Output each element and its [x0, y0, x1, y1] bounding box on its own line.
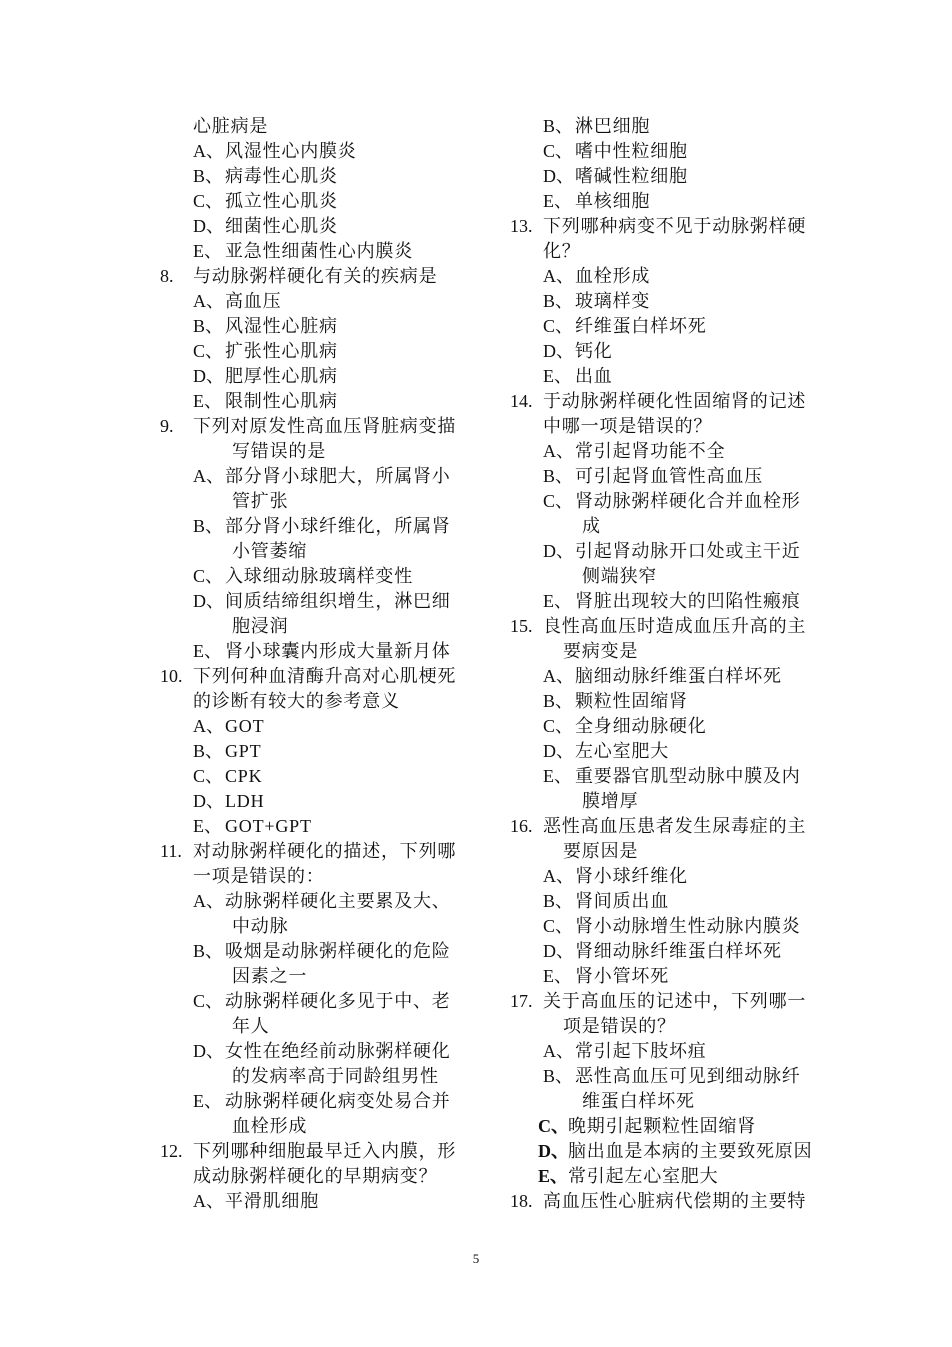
- option-label: E、: [193, 641, 222, 661]
- question-line: [510, 989, 850, 1014]
- option-label: B、: [193, 941, 224, 961]
- option-label: E、: [543, 191, 572, 211]
- option-label: A、: [193, 141, 224, 161]
- option-label: D、: [543, 541, 574, 561]
- option-label: D、: [193, 591, 224, 611]
- question-stem: 高血压性心脏病代偿期的主要特: [543, 1191, 807, 1211]
- option-text: 淋巴细胞: [575, 116, 651, 136]
- option-label: A、: [543, 266, 574, 286]
- option-label: C、: [543, 141, 574, 161]
- option-line: [510, 964, 850, 989]
- option-label: B、: [543, 291, 574, 311]
- option-text-continued: 小管萎缩: [232, 541, 308, 561]
- option-label: A、: [193, 1191, 224, 1211]
- option-line: [160, 1189, 490, 1214]
- option-text-continued: 血栓形成: [232, 1116, 308, 1136]
- option-text: 重要器官肌型动脉中膜及内: [575, 766, 801, 786]
- option-line: [160, 364, 490, 389]
- option-text-continued: 管扩张: [232, 491, 289, 511]
- option-text: 脑细动脉纤维蛋白样坏死: [575, 666, 782, 686]
- question-stem-continued: 成动脉粥样硬化的早期病变？: [193, 1166, 438, 1186]
- option-line: [510, 689, 850, 714]
- question-number: 8.: [160, 266, 174, 286]
- option-text-continued: 的发病率高于同龄组男性: [232, 1066, 439, 1086]
- question-line: [510, 614, 850, 639]
- option-text: 常引起下肢坏疽: [575, 1041, 707, 1061]
- option-text: 嗜中性粒细胞: [575, 141, 688, 161]
- option-line: [510, 889, 850, 914]
- option-label: C、: [543, 491, 574, 511]
- question-number: 12.: [160, 1141, 183, 1161]
- option-text: 肥厚性心肌病: [225, 366, 338, 386]
- option-line: [510, 364, 850, 389]
- option-label: D、: [193, 791, 224, 811]
- option-text-continued: 成: [582, 516, 601, 536]
- option-label: E、: [193, 1091, 222, 1111]
- question-number: 14.: [510, 391, 533, 411]
- option-line: [510, 339, 850, 364]
- question-number: 11.: [160, 841, 182, 861]
- option-line: [160, 639, 490, 664]
- option-label: E、: [193, 241, 222, 261]
- option-text: 病毒性心肌炎: [225, 166, 338, 186]
- option-text: 单核细胞: [575, 191, 651, 211]
- option-label: B、: [543, 1066, 574, 1086]
- option-text: 风湿性心内膜炎: [225, 141, 357, 161]
- option-label: A、: [543, 1041, 574, 1061]
- question-block: [160, 1139, 490, 1214]
- option-line: [510, 664, 850, 689]
- question-stem: 下列何种血清酶升高对心肌梗死: [193, 666, 457, 686]
- option-text: 动脉粥样硬化主要累及大、: [225, 891, 451, 911]
- option-label: D、: [543, 941, 574, 961]
- option-line: [160, 714, 490, 739]
- question-line: [160, 264, 490, 289]
- option-text: 嗜碱性粒细胞: [575, 166, 688, 186]
- question-stem: 对动脉粥样硬化的描述，下列哪: [193, 841, 457, 861]
- option-line: [510, 114, 850, 139]
- option-text-continued: 胞浸润: [232, 616, 289, 636]
- question-number: 18.: [510, 1191, 533, 1211]
- option-line: [510, 139, 850, 164]
- option-text: 女性在绝经前动脉粥样硬化: [225, 1041, 451, 1061]
- option-text: 全身细动脉硬化: [575, 716, 707, 736]
- question-number: 10.: [160, 666, 183, 686]
- option-text: 扩张性心肌病: [225, 341, 338, 361]
- option-line: [160, 239, 490, 264]
- option-line: [160, 989, 490, 1014]
- option-line: [160, 889, 490, 914]
- option-text: 左心室肥大: [575, 741, 669, 761]
- option-line: [160, 389, 490, 414]
- option-label: D、: [193, 366, 224, 386]
- option-line: [160, 464, 490, 489]
- option-text: 出血: [575, 366, 613, 386]
- option-line: [160, 314, 490, 339]
- option-text: 可引起肾血管性高血压: [575, 466, 763, 486]
- option-label: D、: [543, 341, 574, 361]
- question-line: [160, 1139, 490, 1164]
- question-stem: 关于高血压的记述中，下列哪一: [543, 991, 807, 1011]
- question-stem: 与动脉粥样硬化有关的疾病是: [193, 266, 438, 286]
- option-label: D、: [193, 1041, 224, 1061]
- option-label: D、: [538, 1141, 569, 1161]
- option-text-continued: 因素之一: [232, 966, 308, 986]
- question-number: 13.: [510, 216, 533, 236]
- option-text-continued: 侧端狭窄: [582, 566, 658, 586]
- option-line: [160, 764, 490, 789]
- question-block: [160, 839, 490, 1139]
- option-label: E、: [193, 391, 222, 411]
- option-label: D、: [543, 741, 574, 761]
- question-stem-continued: 要原因是: [563, 841, 639, 861]
- option-label: B、: [543, 891, 574, 911]
- option-line: [510, 1164, 850, 1189]
- option-text: 动脉粥样硬化病变处易合并: [225, 1091, 451, 1111]
- question-stem: 恶性高血压患者发生尿毒症的主: [543, 816, 807, 836]
- option-line: [510, 264, 850, 289]
- option-text: 肾小球囊内形成大量新月体: [225, 641, 451, 661]
- option-text: 孤立性心肌炎: [225, 191, 338, 211]
- option-text: 肾脏出现较大的凹陷性瘢痕: [575, 591, 801, 611]
- option-label: B、: [193, 316, 224, 336]
- question-stem: 下列对原发性高血压肾脏病变描: [193, 416, 457, 436]
- option-label: B、: [543, 116, 574, 136]
- option-text: GOT: [225, 716, 265, 736]
- question-stem-continued: 化？: [543, 241, 581, 261]
- option-text: 部分肾小球肥大，所属肾小: [225, 466, 451, 486]
- option-line: [510, 464, 850, 489]
- question-line: [160, 414, 490, 439]
- option-line: [510, 589, 850, 614]
- option-label: C、: [193, 991, 224, 1011]
- option-label: D、: [543, 166, 574, 186]
- option-line: [510, 764, 850, 789]
- option-text: 晚期引起颗粒性固缩肾: [568, 1116, 756, 1136]
- option-label: A、: [193, 466, 224, 486]
- option-label: A、: [543, 866, 574, 886]
- option-text: 平滑肌细胞: [225, 1191, 319, 1211]
- question-line: [510, 389, 850, 414]
- option-text: 钙化: [575, 341, 613, 361]
- page-number: 5: [472, 1251, 480, 1266]
- option-text: 恶性高血压可见到细动脉纤: [575, 1066, 801, 1086]
- question-line: [510, 1189, 850, 1214]
- option-text: 常引起左心室肥大: [568, 1166, 719, 1186]
- option-label: A、: [543, 666, 574, 686]
- option-label: A、: [543, 441, 574, 461]
- option-line: [160, 139, 490, 164]
- question-stem-continued: 写错误的是: [232, 441, 326, 461]
- option-line: [510, 289, 850, 314]
- option-line: [160, 1039, 490, 1064]
- question-stem: 下列哪种病变不见于动脉粥样硬: [543, 216, 807, 236]
- option-text: 限制性心肌病: [225, 391, 338, 411]
- option-text: GPT: [225, 741, 262, 761]
- option-text-continued: 中动脉: [232, 916, 289, 936]
- option-label: C、: [543, 916, 574, 936]
- option-text: 肾小动脉增生性动脉内膜炎: [575, 916, 801, 936]
- option-text-continued: 年人: [232, 1016, 270, 1036]
- option-label: B、: [193, 741, 224, 761]
- option-text: LDH: [225, 791, 265, 811]
- option-line: [160, 164, 490, 189]
- option-line: [160, 789, 490, 814]
- question-stem-continued: 一项是错误的：: [193, 866, 325, 886]
- question-number: 15.: [510, 616, 533, 636]
- option-line: [510, 1139, 850, 1164]
- option-text: 亚急性细菌性心内膜炎: [225, 241, 413, 261]
- question-block: [510, 114, 850, 214]
- option-label: E、: [193, 816, 222, 836]
- option-text: 肾细动脉纤维蛋白样坏死: [575, 941, 782, 961]
- question-block: [160, 414, 490, 664]
- option-line: [160, 739, 490, 764]
- option-text: 风湿性心脏病: [225, 316, 338, 336]
- option-line: [160, 339, 490, 364]
- option-label: E、: [543, 591, 572, 611]
- option-label: A、: [193, 291, 224, 311]
- option-text: CPK: [225, 766, 263, 786]
- option-text: 脑出血是本病的主要致死原因: [568, 1141, 813, 1161]
- left-column: [160, 114, 490, 1214]
- option-text: 纤维蛋白样坏死: [575, 316, 707, 336]
- question-block: [510, 814, 850, 989]
- option-text: 肾小球纤维化: [575, 866, 688, 886]
- question-stem-continued: 心脏病是: [193, 116, 269, 136]
- option-label: C、: [193, 341, 224, 361]
- option-label: D、: [193, 216, 224, 236]
- option-text: 引起肾动脉开口处或主干近: [575, 541, 801, 561]
- option-line: [510, 164, 850, 189]
- question-block: [510, 989, 850, 1189]
- option-text: 细菌性心肌炎: [225, 216, 338, 236]
- option-label: C、: [543, 716, 574, 736]
- option-text: 吸烟是动脉粥样硬化的危险: [225, 941, 451, 961]
- option-label: E、: [543, 366, 572, 386]
- option-line: [160, 214, 490, 239]
- option-text: 颗粒性固缩肾: [575, 691, 688, 711]
- option-line: [160, 1089, 490, 1114]
- question-stem-continued: 项是错误的？: [563, 1016, 676, 1036]
- question-stem: 良性高血压时造成血压升高的主: [543, 616, 807, 636]
- option-label: C、: [193, 766, 224, 786]
- option-label: B、: [193, 516, 224, 536]
- option-text: 肾小管坏死: [575, 966, 669, 986]
- question-block: [160, 664, 490, 839]
- option-text: 玻璃样变: [575, 291, 651, 311]
- question-block: [510, 214, 850, 389]
- question-line: [510, 814, 850, 839]
- option-line: [160, 564, 490, 589]
- option-line: [510, 939, 850, 964]
- option-text-continued: 维蛋白样坏死: [582, 1091, 695, 1111]
- option-text: 动脉粥样硬化多见于中、老: [225, 991, 451, 1011]
- option-label: B、: [543, 466, 574, 486]
- option-text-continued: 膜增厚: [582, 791, 639, 811]
- option-line: [510, 714, 850, 739]
- question-line: [160, 664, 490, 689]
- option-label: A、: [193, 891, 224, 911]
- option-line: [510, 739, 850, 764]
- option-label: C、: [193, 191, 224, 211]
- option-label: E、: [543, 966, 572, 986]
- question-number: 9.: [160, 416, 174, 436]
- option-line: [510, 539, 850, 564]
- question-number: 16.: [510, 816, 533, 836]
- option-line: [510, 189, 850, 214]
- option-text: 常引起肾功能不全: [575, 441, 726, 461]
- option-line: [160, 589, 490, 614]
- question-line: [510, 214, 850, 239]
- option-text: 入球细动脉玻璃样变性: [225, 566, 413, 586]
- option-label: B、: [543, 691, 574, 711]
- option-line: [160, 289, 490, 314]
- question-stem: 下列哪种细胞最早迁入内膜，形: [193, 1141, 457, 1161]
- option-label: E、: [538, 1166, 569, 1186]
- question-block: [160, 264, 490, 414]
- option-line: [160, 814, 490, 839]
- option-text: 血栓形成: [575, 266, 651, 286]
- option-text: GOT+GPT: [225, 816, 312, 836]
- option-label: E、: [543, 766, 572, 786]
- option-label: C、: [538, 1116, 569, 1136]
- option-label: C、: [193, 566, 224, 586]
- question-stem-continued: 要病变是: [563, 641, 639, 661]
- option-text: 肾动脉粥样硬化合并血栓形: [575, 491, 801, 511]
- option-line: [510, 914, 850, 939]
- option-text: 部分肾小球纤维化，所属肾: [225, 516, 451, 536]
- question-block: [160, 114, 490, 264]
- question-block: [510, 614, 850, 814]
- question-stem-continued: 中哪一项是错误的？: [543, 416, 713, 436]
- option-label: A、: [193, 716, 224, 736]
- option-label: C、: [543, 316, 574, 336]
- option-line: [160, 514, 490, 539]
- option-line: [510, 489, 850, 514]
- option-text: 间质结缔组织增生，淋巴细: [225, 591, 451, 611]
- question-stem: 于动脉粥样硬化性固缩肾的记述: [543, 391, 807, 411]
- option-label: B、: [193, 166, 224, 186]
- option-text: 高血压: [225, 291, 282, 311]
- question-line: [160, 839, 490, 864]
- option-line: [160, 189, 490, 214]
- option-line: [510, 1064, 850, 1089]
- option-line: [510, 864, 850, 889]
- option-line: [510, 439, 850, 464]
- question-block: [510, 389, 850, 614]
- option-line: [160, 939, 490, 964]
- question-block: [510, 1189, 850, 1214]
- option-line: [510, 1114, 850, 1139]
- option-line: [510, 1039, 850, 1064]
- question-stem-continued: 的诊断有较大的参考意义: [193, 691, 400, 711]
- option-text: 肾间质出血: [575, 891, 669, 911]
- right-column: [510, 114, 850, 1214]
- option-line: [510, 314, 850, 339]
- question-number: 17.: [510, 991, 533, 1011]
